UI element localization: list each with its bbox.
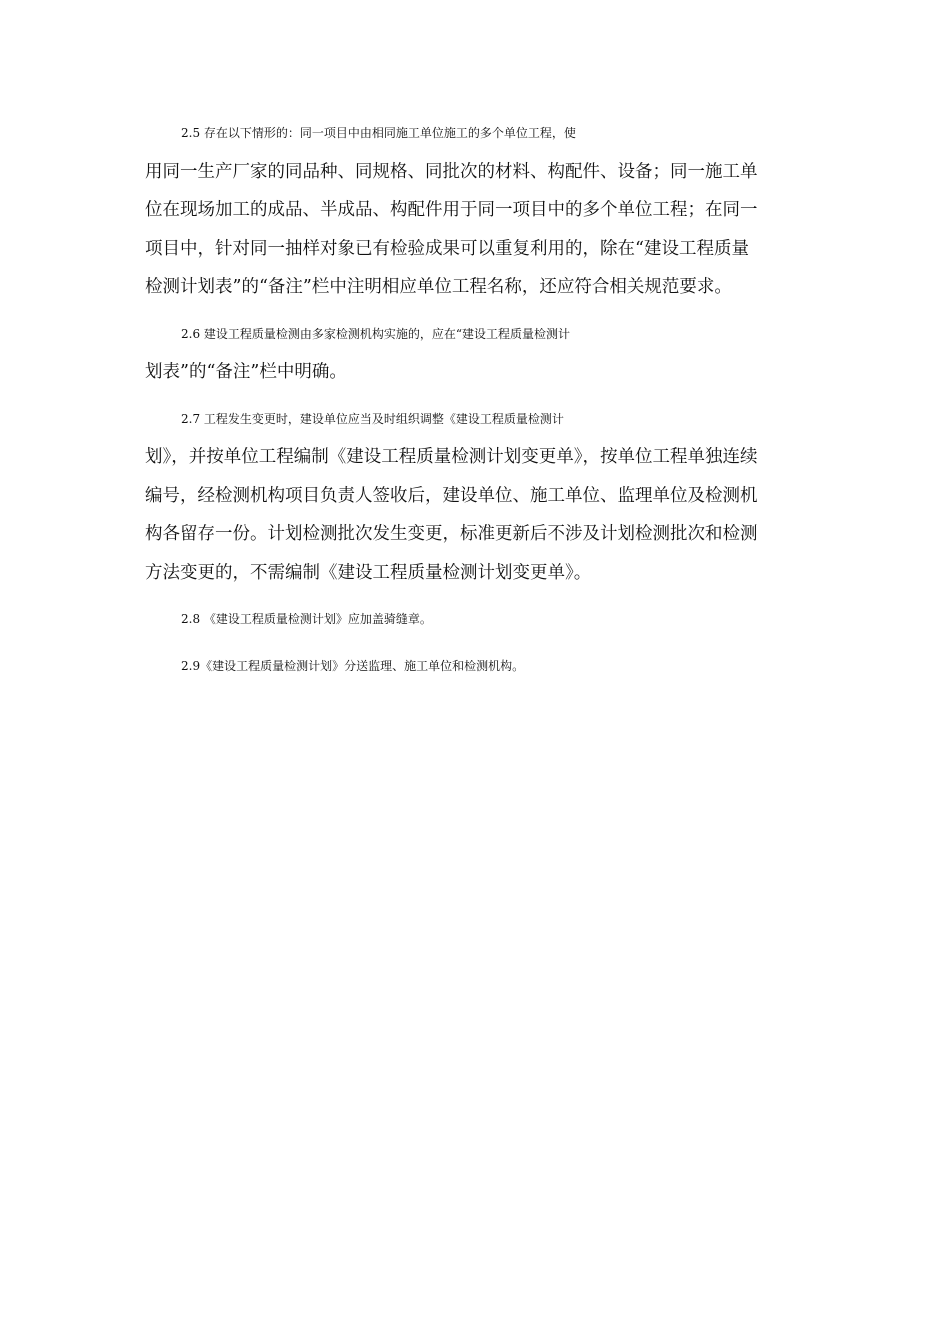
- paragraph-2-7: [145, 400, 809, 593]
- text-line: 2.9《建设工程质量检测计划》分送监理、施工单位和检测机构。: [181, 658, 525, 673]
- text-line: 检测计划表”的“备注”栏中注明相应单位工程名称，还应符合相关规范要求。: [145, 277, 732, 297]
- text-line: 划》，并按单位工程编制《建设工程质量检测计划变更单》，按单位工程单独连续: [145, 447, 758, 467]
- document-body: [145, 114, 809, 693]
- text-line: 编号，经检测机构项目负责人签收后，建设单位、施工单位、监理单位及检测机: [145, 485, 758, 506]
- text-line: 2.7 工程发生变更时，建设单位应当及时组织调整《建设工程质量检测计: [181, 411, 564, 426]
- paragraph-2-8: [145, 600, 809, 639]
- text-line: 方法变更的，不需编制《建设工程质量检测计划变更单》。: [145, 562, 592, 583]
- text-line: 项目中，针对同一抽样对象已有检验成果可以重复利用的，除在“建设工程质量: [145, 238, 749, 259]
- text-line: 位在现场加工的成品、半成品、构配件用于同一项目中的多个单位工程；在同一: [145, 200, 758, 220]
- text-line: 用同一生产厂家的同品种、同规格、同批次的材料、构配件、设备；同一施工单: [145, 161, 758, 182]
- paragraph-2-9: [145, 647, 809, 686]
- text-line: 2.5 存在以下情形的：同一项目中由相同施工单位施工的多个单位工程，使: [181, 126, 576, 140]
- text-line: 2.8 《建设工程质量检测计划》应加盖骑缝章。: [181, 612, 432, 626]
- text-line: 划表”的“备注”栏中明确。: [145, 362, 347, 382]
- paragraph-2-5: [145, 114, 809, 307]
- text-line: 构各留存一份。计划检测批次发生变更，标准更新后不涉及计划检测批次和检测: [145, 524, 758, 544]
- text-line: 2.6 建设工程质量检测由多家检测机构实施的，应在“建设工程质量检测计: [181, 326, 571, 341]
- paragraph-2-6: [145, 315, 809, 392]
